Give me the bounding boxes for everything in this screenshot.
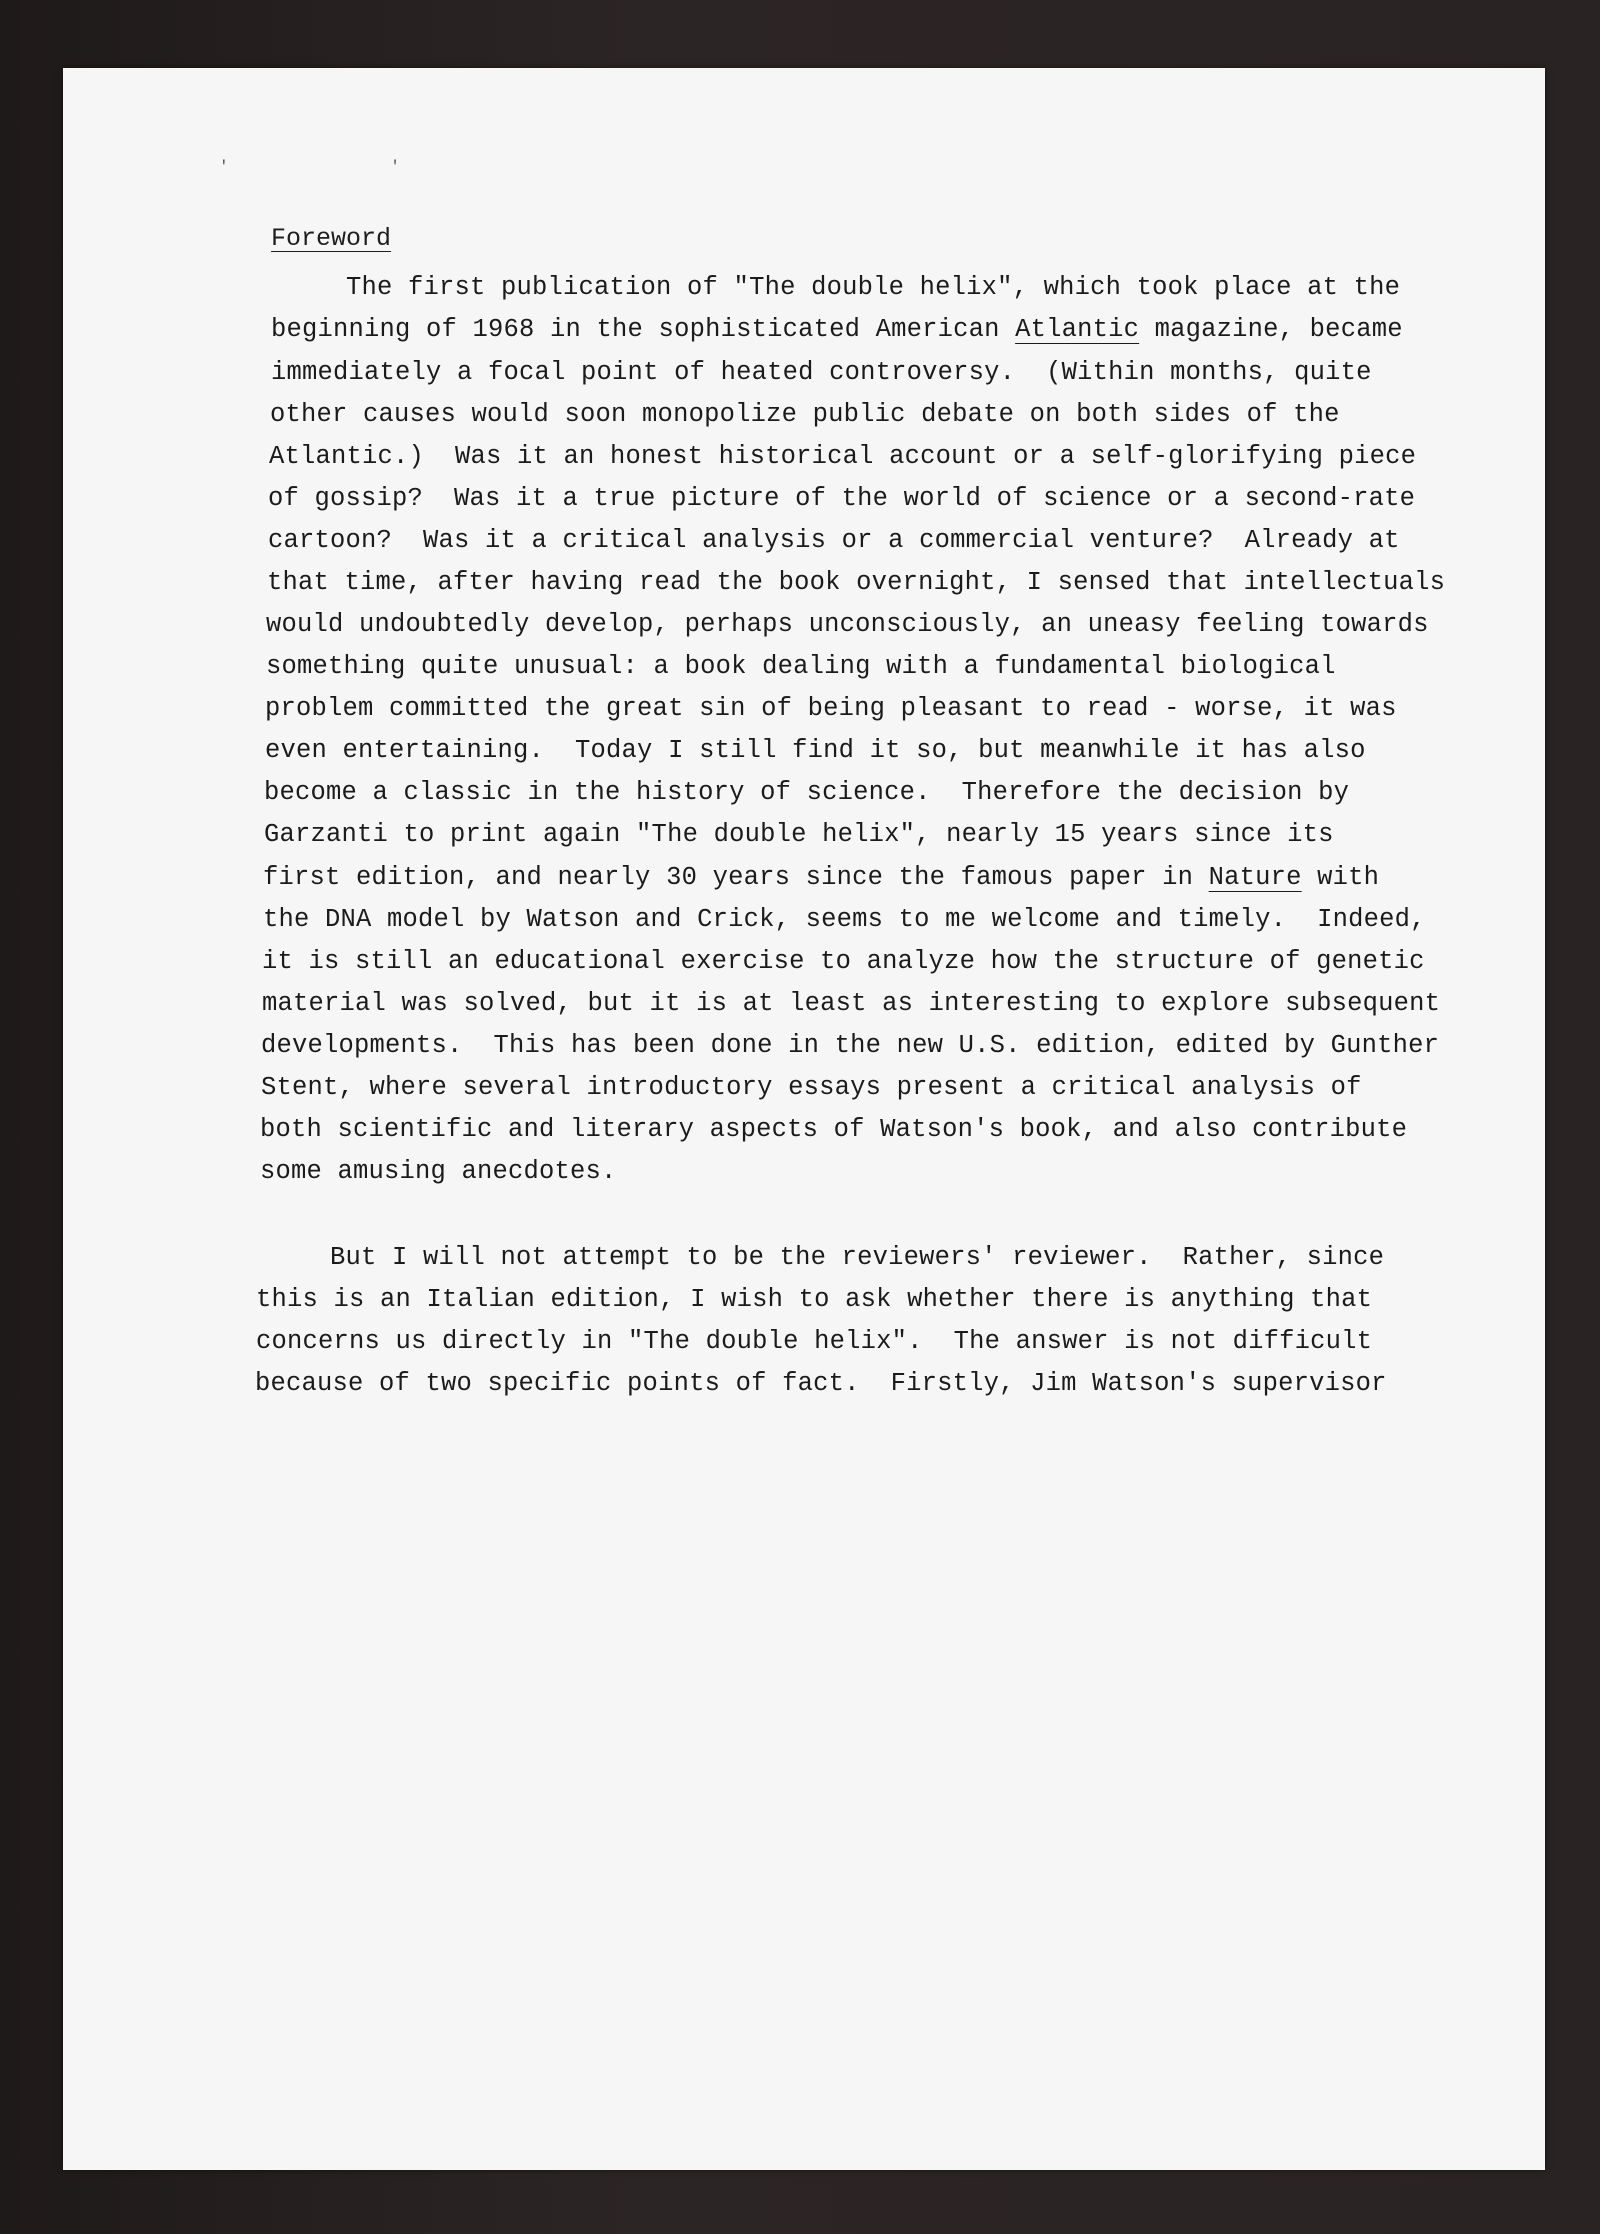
line-text: But I will not attempt to be the reviewers' reviewer. Rather, since [330,1243,1385,1272]
text-line [271,358,1372,387]
text-line [271,315,1403,344]
line-text: problem committed the great sin of being pleasant to read - worse, it was [265,694,1397,723]
underlined-title: Atlantic [1015,315,1140,344]
line-text-tail: magazine, became [1139,315,1403,344]
line-text: this is an Italian edition, I wish to ask whether there is anything that [256,1285,1373,1314]
line-text: that time, after having read the book overnight, I sensed that intellectuals [267,568,1446,597]
line-text: first edition, and nearly 30 years since the famous paper in [263,863,1209,892]
line-text: cartoon? Was it a critical analysis or a commercial venture? Already at [268,526,1400,555]
text-line [260,1115,1407,1144]
text-line [264,778,1349,807]
text-line [266,652,1336,681]
text-line [263,905,1426,934]
line-text: would undoubtedly develop, perhaps unconsciously, an uneasy feeling towards [266,610,1429,639]
text-line [255,1369,1387,1398]
text-line [265,736,1366,765]
line-text: Garzanti to print again "The double helix", nearly 15 years since its [264,820,1334,849]
text-line [260,1157,617,1186]
line-text: material was solved, but it is at least as interesting to explore subsequent [262,989,1441,1018]
line-text: Atlantic.) Was it an honest historical account or a self-glorifying piece [269,442,1417,471]
margin-marks: ' ' [219,158,476,176]
text-line [264,820,1334,849]
line-text: it is still an educational exercise to analyze how the structure of genetic [262,947,1425,976]
text-line [268,484,1415,513]
text-line [266,610,1429,639]
line-text: of gossip? Was it a true picture of the world of science or a second-rate [268,484,1416,513]
text-line [262,947,1425,976]
line-text: The first publication of "The double helix", which took place at the [346,273,1401,302]
text-line [267,568,1445,597]
text-line [256,1285,1372,1314]
line-text: immediately a focal point of heated controversy. (Within months, quite [271,358,1372,387]
text-line [330,1243,1384,1272]
line-text: because of two specific points of fact. Firstly, Jim Watson's supervisor [255,1369,1387,1398]
line-text: some amusing anecdotes. [260,1157,617,1186]
underlined-title: Nature [1208,863,1302,892]
line-text: developments. This has been done in the new U.S. edition, edited by Gunther [261,1031,1440,1060]
line-text-tail: with [1301,863,1380,892]
line-text: both scientific and literary aspects of Watson's book, and also contribute [260,1115,1408,1144]
text-line [261,1031,1439,1060]
line-text: something quite unusual: a book dealing with a fundamental biological [266,652,1336,681]
line-text: concerns us directly in "The double helix". The answer is not difficult [256,1327,1373,1356]
page-heading: Foreword [271,224,392,253]
line-text: the DNA model by Watson and Crick, seems to me welcome and timely. Indeed, [263,905,1426,934]
line-text: beginning of 1968 in the sophisticated American [271,315,1016,344]
text-line [256,1327,1372,1356]
text-line [262,989,1440,1018]
text-line [265,694,1397,723]
line-text: become a classic in the history of science. Therefore the decision by [264,778,1350,807]
line-text: even entertaining. Today I still find it so, but meanwhile it has also [265,736,1366,765]
typewritten-page [63,68,1545,2170]
line-text: Stent, where several introductory essays present a critical analysis of [261,1073,1362,1102]
line-text: other causes would soon monopolize public debate on both sides of the [270,400,1340,429]
text-line [263,863,1379,892]
text-line [270,400,1340,429]
text-line [269,442,1416,471]
text-line [346,273,1400,302]
text-line [261,1073,1362,1102]
text-line [268,526,1400,555]
